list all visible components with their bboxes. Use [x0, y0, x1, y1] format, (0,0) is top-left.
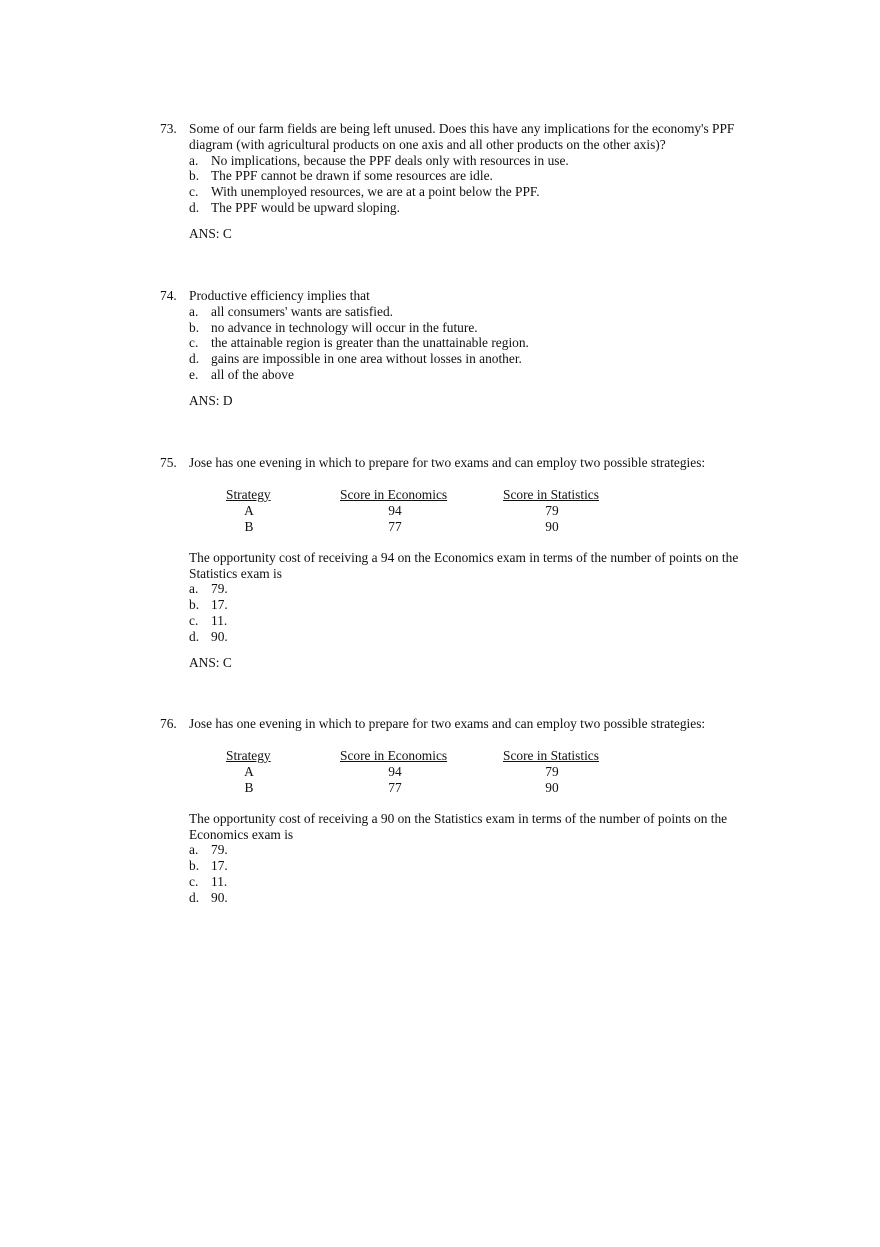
text: The PPF would be upward sloping.: [211, 199, 400, 215]
question-stem: Jose has one evening in which to prepare for two exams and can employ two possible strategies:: [189, 455, 706, 470]
text: 17.: [211, 858, 228, 874]
text: 79.: [211, 842, 228, 858]
text: no advance in technology will occur in the future.: [211, 319, 478, 335]
table-cell: 94: [388, 502, 402, 518]
question-73: [160, 121, 760, 242]
text: 11.: [211, 873, 228, 889]
question-number: 76.: [160, 716, 177, 731]
table-cell: 94: [388, 763, 402, 779]
option-letter: c.: [189, 335, 199, 351]
question-text: The opportunity cost of receiving a 90 on the Statistics exam in terms of the number of points on the Economics exam is: [189, 810, 728, 842]
text: all of the above: [211, 366, 294, 382]
table-cell: A: [244, 502, 254, 518]
option-d: [189, 351, 760, 367]
option-b: [189, 858, 760, 874]
option-b: [189, 320, 760, 336]
option-letter: b.: [189, 597, 200, 613]
option-b: [189, 168, 760, 184]
strategy-table: [189, 748, 760, 796]
option-letter: d.: [189, 889, 200, 905]
question-number: 75.: [160, 455, 177, 470]
option-letter: a.: [189, 842, 199, 858]
option-a: [189, 581, 760, 597]
table-cell: 77: [388, 518, 402, 534]
option-c: [189, 184, 760, 200]
option-c: [189, 613, 760, 629]
table-cell: B: [244, 779, 254, 795]
question-76: [160, 716, 760, 906]
text: 79.: [211, 581, 228, 597]
table-cell: 90: [545, 518, 559, 534]
option-c: [189, 874, 760, 890]
table-cell: 79: [545, 502, 559, 518]
option-letter: c.: [189, 873, 199, 889]
question-stem: Jose has one evening in which to prepare for two exams and can employ two possible strategies:: [189, 716, 706, 731]
text: The PPF cannot be drawn if some resources are idle.: [211, 168, 493, 184]
option-letter: d.: [189, 351, 200, 367]
table-header: Score in Statistics: [503, 486, 599, 502]
text: 17.: [211, 597, 228, 613]
table-header: Strategy: [226, 486, 271, 502]
strategy-table: [189, 487, 760, 535]
table-header: Score in Economics: [340, 747, 448, 763]
question-number: 73.: [160, 121, 177, 136]
option-c: [189, 335, 760, 351]
text: With unemployed resources, we are at a point below the PPF.: [211, 184, 540, 200]
option-letter: d.: [189, 199, 200, 215]
option-letter: e.: [189, 366, 199, 382]
option-letter: c.: [189, 184, 199, 200]
option-d: [189, 629, 760, 645]
option-letter: a.: [189, 303, 199, 319]
table-header: Score in Economics: [340, 486, 448, 502]
text: 11.: [211, 612, 228, 628]
table-header: Strategy: [226, 747, 271, 763]
text: [189, 716, 760, 906]
answer: ANS: C: [189, 225, 232, 241]
option-a: [189, 304, 760, 320]
question-stem: Productive efficiency implies that: [189, 288, 370, 303]
answer: ANS: D: [189, 392, 233, 408]
question-74: [160, 288, 760, 409]
table-cell: 79: [545, 763, 559, 779]
question-text: The opportunity cost of receiving a 94 on the Economics exam in terms of the number of points on the Statistics exam is: [189, 549, 739, 581]
option-e: [189, 367, 760, 383]
text: 90.: [211, 889, 228, 905]
table-cell: A: [244, 763, 254, 779]
option-letter: b.: [189, 319, 200, 335]
text: 90.: [211, 628, 228, 644]
option-letter: c.: [189, 612, 199, 628]
option-letter: b.: [189, 168, 200, 184]
text: [189, 121, 760, 242]
option-letter: b.: [189, 858, 200, 874]
answer: ANS: C: [189, 654, 232, 670]
question-stem: Some of our farm fields are being left unused. Does this have any implications for the economy's PPF diagram (with agricultural products on one axis and all other products on the other axis)?: [189, 121, 735, 152]
text: [189, 455, 760, 670]
question-number: 74.: [160, 288, 177, 303]
question-75: [160, 455, 760, 670]
option-letter: a.: [189, 581, 199, 597]
option-d: [189, 890, 760, 906]
text: all consumers' wants are satisfied.: [211, 303, 394, 319]
table-cell: 77: [388, 779, 402, 795]
table-cell: 90: [545, 779, 559, 795]
option-a: [189, 153, 760, 169]
text: [189, 288, 760, 409]
option-letter: a.: [189, 152, 199, 168]
text: gains are impossible in one area without losses in another.: [211, 351, 522, 367]
option-a: [189, 842, 760, 858]
text: No implications, because the PPF deals only with resources in use.: [211, 152, 569, 168]
option-letter: d.: [189, 628, 200, 644]
table-header: Score in Statistics: [503, 747, 599, 763]
table-cell: B: [244, 518, 254, 534]
option-b: [189, 597, 760, 613]
option-d: [189, 200, 760, 216]
text: the attainable region is greater than the unattainable region.: [211, 335, 529, 351]
